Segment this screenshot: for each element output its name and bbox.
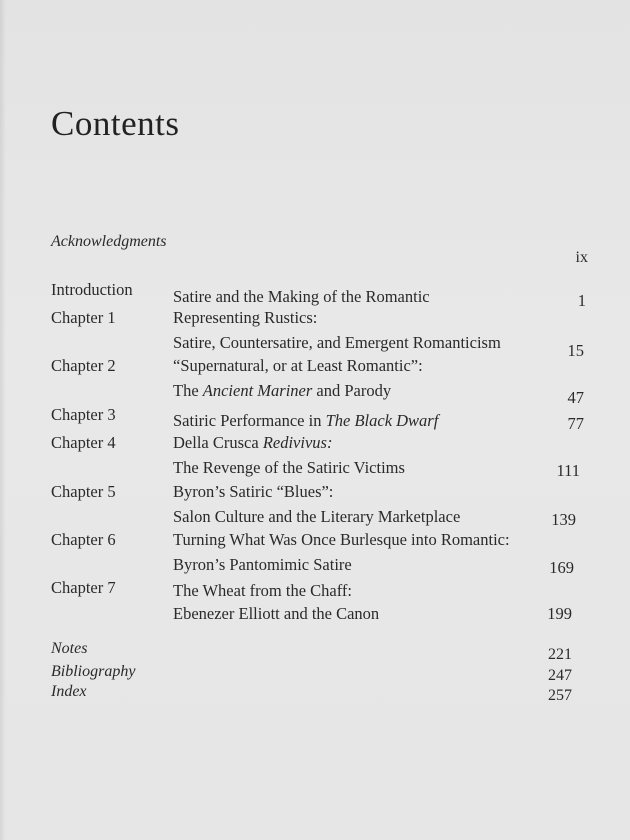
toc-entry-title: Satiric Performance in The Black Dwarf	[173, 411, 439, 430]
toc-entry-title-line1: “Supernatural, or at Least Romantic”:	[173, 356, 423, 375]
toc-entry-label: Bibliography	[51, 663, 136, 680]
toc-entry-title-line1: Turning What Was Once Burlesque into Romantic:	[173, 530, 510, 549]
toc-entry-label: Introduction	[51, 280, 133, 299]
toc-entry-label: Chapter 5	[51, 482, 116, 501]
page-title: Contents	[51, 104, 180, 143]
toc-entry-title-line2: The Ancient Mariner and Parody	[173, 381, 392, 400]
toc-entry-page: 15	[567, 341, 584, 360]
toc-acknowledgments-label: Acknowledgments	[51, 233, 167, 250]
toc-entry-page: 199	[547, 604, 572, 623]
toc-entry-page: 221	[548, 646, 572, 663]
toc-entry-label: Chapter 7	[51, 578, 116, 597]
toc-entry-label: Index	[51, 683, 87, 700]
toc-entry-label: Chapter 2	[51, 356, 116, 375]
toc-entry-page: 77	[567, 414, 584, 433]
toc-entry-title-line2: Satire, Countersatire, and Emergent Romanticism	[173, 333, 501, 352]
toc-entry-page: 1	[577, 291, 586, 310]
toc-entry-label: Chapter 1	[51, 308, 116, 327]
toc-entry-title-line1: The Wheat from the Chaff:	[173, 581, 352, 600]
toc-entry-title-line2: Ebenezer Elliott and the Canon	[173, 604, 380, 623]
toc-entry-page: 47	[567, 388, 584, 407]
toc-entry-title-line1: Byron’s Satiric “Blues”:	[173, 482, 334, 501]
toc-entry-title-line2: Byron’s Pantomimic Satire	[173, 555, 352, 574]
toc-entry-label: Chapter 6	[51, 530, 116, 549]
toc-entry-label: Chapter 4	[51, 433, 116, 452]
toc-entry-page: 247	[548, 667, 572, 684]
toc-entry-title-line2: Salon Culture and the Literary Marketplace	[173, 507, 461, 526]
page-edge-shadow	[0, 0, 6, 840]
toc-entry-title-line2: The Revenge of the Satiric Victims	[173, 458, 405, 477]
toc-acknowledgments-page: ix	[575, 249, 588, 266]
toc-entry-label: Notes	[51, 640, 88, 657]
toc-entry-page: 139	[551, 510, 576, 529]
toc-entry-title-line1: Della Crusca Redivivus:	[173, 433, 333, 452]
toc-entry-title: Satire and the Making of the Romantic	[173, 287, 430, 306]
toc-entry-title-line1: Representing Rustics:	[173, 308, 318, 327]
toc-entry-label: Chapter 3	[51, 405, 116, 424]
toc-entry-page: 111	[556, 461, 580, 480]
toc-entry-page: 169	[549, 558, 574, 577]
toc-entry-page: 257	[548, 687, 572, 704]
